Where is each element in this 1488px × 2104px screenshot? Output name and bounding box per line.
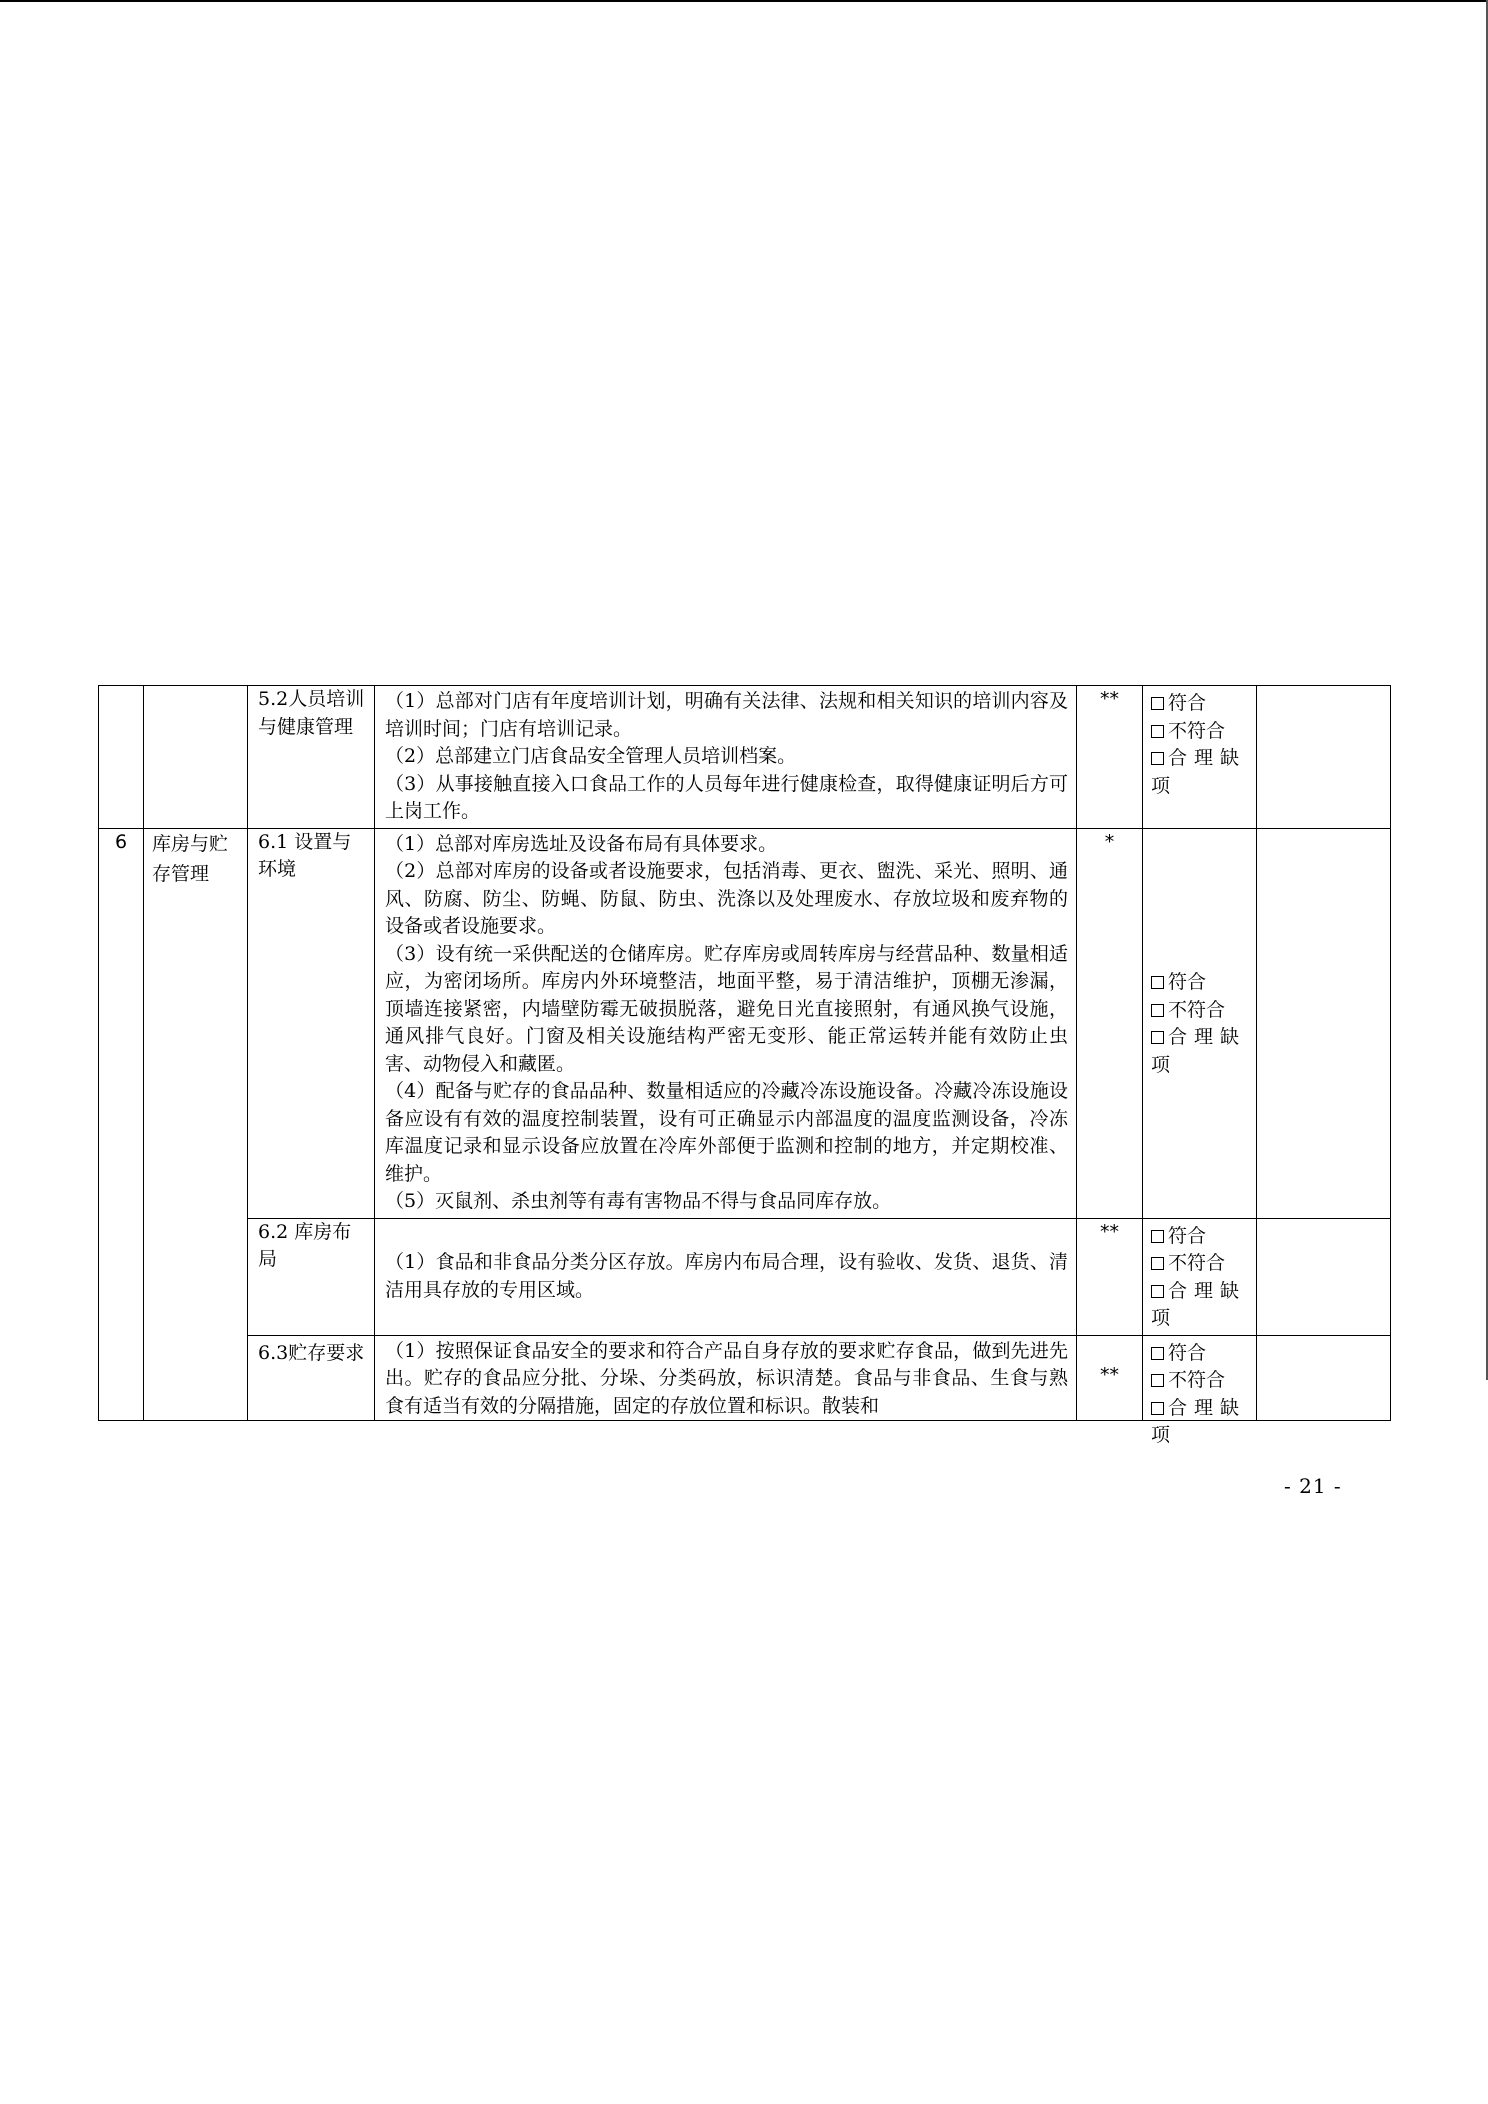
table-row-5-2 (99, 686, 1391, 829)
result-cell (1143, 828, 1257, 1218)
option-conform[interactable]: 符合 (1151, 1340, 1250, 1368)
sub-item-cell (248, 828, 375, 1218)
checkbox-icon[interactable] (1151, 1257, 1164, 1270)
requirement-text: （4）配备与贮存的食品品种、数量相适应的冷藏冷冻设施设备。冷藏冷冻设施设备应设有有效的温度控制装置，设有可正确显示内部温度的温度监测设备，冷冻库温度记录和显示设备应放置在冷库外部便于监测和控制的地方，并定期校准、维护。 (385, 1080, 1068, 1185)
note-cell (1257, 686, 1391, 829)
result-cell (1143, 1335, 1257, 1446)
option-reasonable-missing[interactable]: 合理缺 项 (1151, 1396, 1247, 1446)
requirement-text: （2）总部建立门店食品安全管理人员培训档案。 (385, 745, 797, 767)
requirement-text: （1）按照保证食品安全的要求和符合产品自身存放的要求贮存食品，做到先进先出。贮存的食品应分批、分垛、分类码放，标识清楚。食品与非食品、生食与熟食有适当有效的分隔措施，固定的存放位置和标识。散装和 (385, 1339, 1068, 1417)
item-number: 6 (114, 830, 128, 853)
checkbox-icon[interactable] (1151, 1285, 1164, 1298)
requirement-text: （3）设有统一采供配送的仓储库房。贮存库房或周转库房与经营品种、数量相适应，为密闭场所。库房内外环境整洁，地面平整，易于清洁维护，顶棚无渗漏，顶墙连接紧密，内墙壁防霉无破损脱落，避免日光直接照射，有通风换气设施，通风排气良好。门窗及相关设施结构严密无变形、能正常运转并能有效防止虫害、动物侵入和藏匿。 (385, 942, 1068, 1075)
checkbox-icon[interactable] (1151, 1004, 1164, 1017)
requirement-text: （3）从事接触直接入口食品工作的人员每年进行健康检查，取得健康证明后方可上岗工作。 (385, 772, 1068, 822)
importance-cell (1077, 1335, 1143, 1420)
checkbox-icon[interactable] (1151, 1031, 1164, 1044)
page-top-border (0, 0, 1488, 2)
option-reasonable-missing[interactable]: 合理缺 项 (1151, 1279, 1247, 1329)
content-cell (375, 686, 1077, 829)
checkbox-icon[interactable] (1151, 976, 1164, 989)
importance-cell (1077, 686, 1143, 829)
table-row-6-3 (99, 1335, 1391, 1420)
sub-item-label: 6.3贮存要求 (258, 1341, 365, 1364)
note-cell (1257, 1218, 1391, 1335)
importance-mark: ** (1100, 688, 1119, 710)
option-not-conform[interactable]: 不符合 (1151, 718, 1250, 746)
content-cell (375, 1335, 1077, 1420)
requirement-text: （5）灭鼠剂、杀虫剂等有毒有害物品不得与食品同库存放。 (385, 1190, 892, 1212)
table-row-6-2 (99, 1218, 1391, 1335)
option-not-conform[interactable]: 不符合 (1151, 1367, 1250, 1395)
table-row-6-1 (99, 828, 1391, 1218)
option-conform[interactable]: 符合 (1151, 690, 1250, 718)
item-number-cell (99, 686, 144, 829)
option-reasonable-missing[interactable]: 合理缺 项 (1151, 1026, 1247, 1076)
requirement-text: （1）总部对库房选址及设备布局有具体要求。 (385, 832, 778, 855)
option-conform[interactable]: 符合 (1151, 1223, 1250, 1251)
sub-item-label: 5.2人员培训与健康管理 (258, 688, 365, 738)
item-number-cell (99, 828, 144, 1420)
option-not-conform[interactable]: 不符合 (1151, 997, 1250, 1025)
importance-cell (1077, 828, 1143, 1218)
content-cell (375, 1218, 1077, 1335)
checkbox-icon[interactable] (1151, 1402, 1164, 1415)
sub-item-cell (248, 686, 375, 829)
content-clip (385, 1338, 1068, 1416)
importance-mark: ** (1100, 1220, 1119, 1243)
note-cell (1257, 1335, 1391, 1420)
page-number: - 21 - (1284, 1474, 1342, 1498)
category-cell (144, 828, 248, 1420)
checkbox-icon[interactable] (1151, 1347, 1164, 1360)
importance-cell (1077, 1218, 1143, 1335)
result-cell (1143, 686, 1257, 829)
category-label: 库房与贮存管理 (152, 832, 229, 885)
result-clip (1151, 1340, 1250, 1446)
checkbox-icon[interactable] (1151, 725, 1164, 738)
checkbox-icon[interactable] (1151, 1230, 1164, 1243)
checkbox-icon[interactable] (1151, 697, 1164, 710)
requirement-text: （1）总部对门店有年度培训计划，明确有关法律、法规和相关知识的培训内容及培训时间；门店有培训记录。 (385, 690, 1068, 740)
option-conform[interactable]: 符合 (1151, 969, 1250, 997)
requirement-text: （2）总部对库房的设备或者设施要求，包括消毒、更衣、盥洗、采光、照明、通风、防腐、防尘、防蝇、防鼠、防虫、洗涤以及处理废水、存放垃圾和废弃物的设备或者设施要求。 (385, 860, 1068, 937)
category-cell (144, 686, 248, 829)
result-cell (1143, 1218, 1257, 1335)
checkbox-icon[interactable] (1151, 1374, 1164, 1387)
sub-item-label: 6.1 设置与环境 (258, 830, 352, 880)
checkbox-icon[interactable] (1151, 752, 1164, 765)
importance-mark: ** (1100, 1363, 1119, 1386)
importance-mark: * (1104, 830, 1115, 853)
sub-item-cell (248, 1335, 375, 1420)
requirement-text: （1）食品和非食品分类分区存放。库房内布局合理，设有验收、发货、退货、清洁用具存放的专用区域。 (385, 1251, 1068, 1301)
sub-item-label: 6.2 库房布局 (258, 1220, 352, 1270)
content-cell (375, 828, 1077, 1218)
inspection-table (98, 685, 1391, 1446)
option-not-conform[interactable]: 不符合 (1151, 1250, 1250, 1278)
sub-item-cell (248, 1218, 375, 1335)
note-cell (1257, 828, 1391, 1218)
option-reasonable-missing[interactable]: 合理缺 项 (1151, 747, 1247, 797)
